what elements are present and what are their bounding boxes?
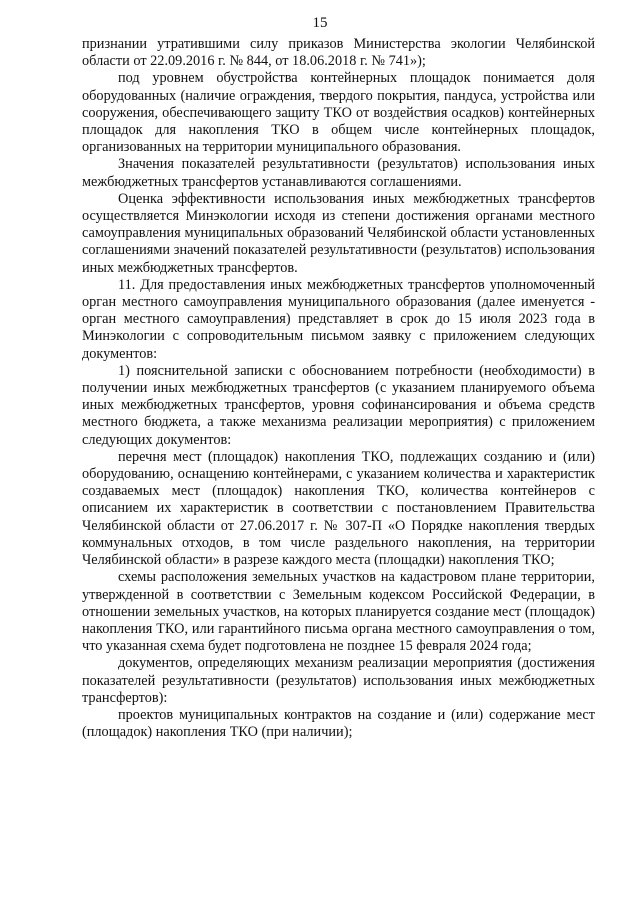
paragraph-indicator-values: Значения показателей результативности (результатов) использования иных межбюджетных трансфертов устанавливаются соглашениями. [82,156,595,190]
paragraph-site-list: перечня мест (площадок) накопления ТКО, подлежащих созданию и (или) оборудованию, оснащению контейнерами, с указанием количества и характеристик создаваемых мест (площадок) накопления ТКО, количества контейнеров с описанием их характеристик в соответствии с постановлением Правительства Челябинской области от 27.06.2017 г. № 307-П «О Порядке накопления твердых коммунальных отходов, в том числе раздельного накопления, на территории Челябинской области» в разрезе каждого места (площадки) накопления ТКО; [82,448,595,569]
page-number: 15 [312,15,328,31]
paragraph-definition: под уровнем обустройства контейнерных площадок понимается доля оборудованных (наличие ограждения, твердого покрытия, пандуса, устройства или сооружения, обеспечивающего защиту ТКО от воздействия осадков) контейнерных площадок для накопления ТКО в общем числе контейнерных площадок, организованных на территории муниципального образования. [82,70,595,156]
paragraph-item-1: 1) пояснительной записки с обоснованием потребности (необходимости) в получении иных межбюджетных трансфертов (с указанием планируемого объема иных межбюджетных трансфертов, уровня софинансирования и объема средств местного бюджета, а также механизма реализации мероприятия) с приложением следующих документов: [82,362,595,448]
paragraph-contract-drafts: проектов муниципальных контрактов на создание и (или) содержание мест (площадок) накопления ТКО (при наличии); [82,706,595,741]
paragraph-clause-11: 11. Для предоставления иных межбюджетных трансфертов уполномоченный орган местного самоуправления муниципального образования (далее именуется - орган местного самоуправления) представляет в срок до 15 июля 2023 года в Минэкологии с сопроводительным письмом заявку с приложением следующих документов: [82,276,595,362]
paragraph-mechanism-documents: документов, определяющих механизм реализации мероприятия (достижения показателей результативности (результатов) использования иных межбюджетных трансфертов): [82,655,595,706]
paragraph-land-scheme: схемы расположения земельных участков на кадастровом плане территории, утвержденной в соответствии с Земельным кодексом Российской Федерации, в отношении земельных участков, на которых планируется создание мест (площадок) накопления ТКО, или гарантийного письма органа местного самоуправления о том, что указанная схема будет подготовлена не позднее 15 февраля 2024 года; [82,569,595,655]
paragraph-continuation: признании утратившими силу приказов Министерства экологии Челябинской области от 22.09.2016 г. № 844, от 18.06.2018 г. № 741»); [82,36,595,70]
paragraph-efficiency-evaluation: Оценка эффективности использования иных межбюджетных трансфертов осуществляется Минэкологии исходя из степени достижения органами местного самоуправления муниципальных образований Челябинской области установленных соглашениями значений показателей результативности (результатов) использования иных межбюджетных трансфертов. [82,190,595,276]
document-body [82,36,595,741]
